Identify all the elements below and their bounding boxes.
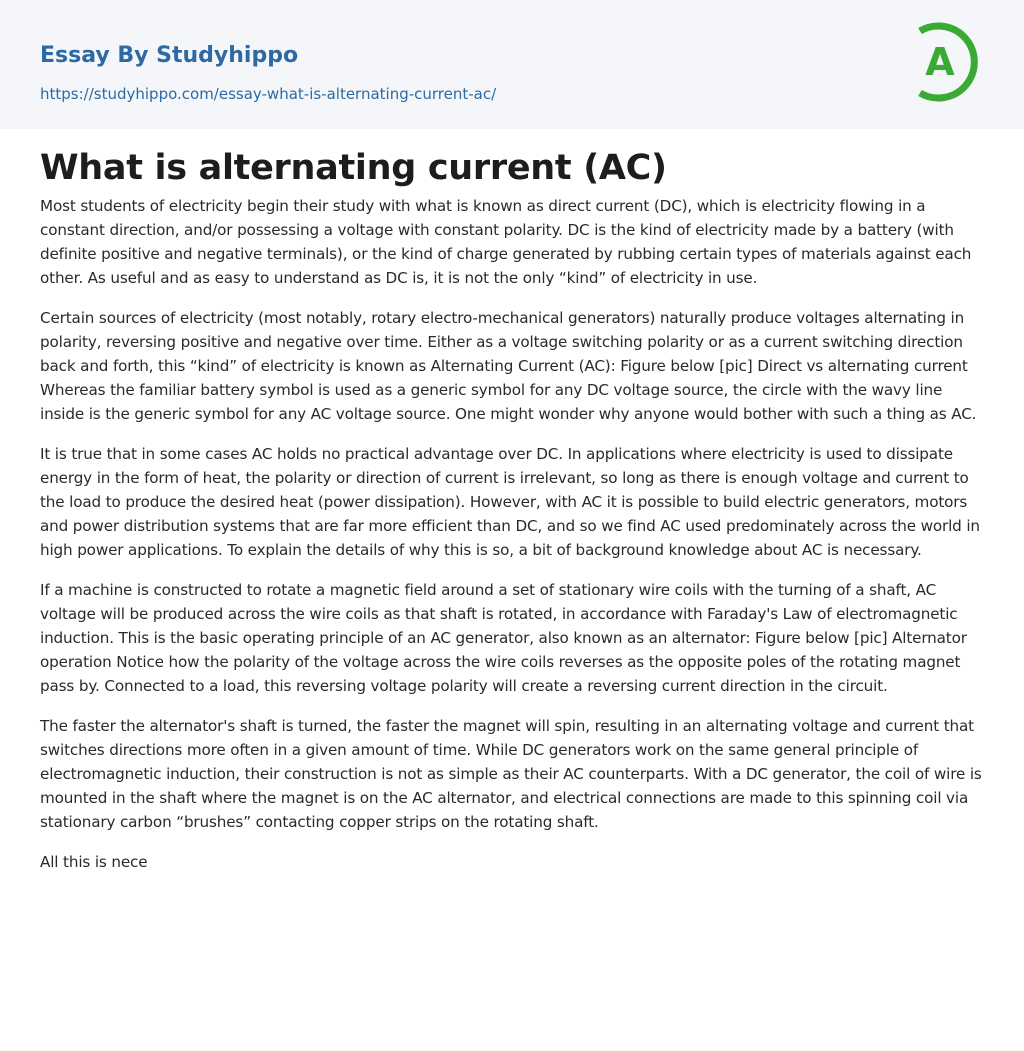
essay-body [40, 194, 986, 890]
site-title[interactable]: Essay By Studyhippo [40, 43, 299, 68]
site-header [0, 0, 1024, 129]
essay-paragraph: If a machine is constructed to rotate a magnetic field around a set of stationary wire coils with the turning of a shaft, AC voltage will be produced across the wire coils as that shaft is rotated, in accordance with Faraday's Law of electromagnetic induction. This is the basic operating principle of an AC generator, also known as an alternator: Figure below [pic] Alternator operation Notice how the polarity of the voltage across the wire coils reverses as the opposite poles of the rotating magnet pass by. Connected to a load, this reversing voltage polarity will create a reversing current direction in the circuit. [40, 581, 967, 695]
essay-paragraph: Certain sources of electricity (most notably, rotary electro-mechanical generators) naturally produce voltages alternating in polarity, reversing positive and negative over time. Either as a voltage switching polarity or as a current switching direction back and forth, this “kind” of electricity is known as Alternating Current (AC): Figure below [pic] Direct vs alternating current Whereas the familiar battery symbol is used as a generic symbol for any DC voltage source, the circle with the wavy line inside is the generic symbol for any AC voltage source. One might wonder why anyone would bother with such a thing as AC. [40, 309, 977, 423]
page-title: What is alternating current (AC) [40, 148, 667, 188]
essay-paragraph: Most students of electricity begin their study with what is known as direct current (DC), which is electricity flowing in a constant direction, and/or possessing a voltage with constant polarity. DC is the kind of electricity made by a battery (with definite positive and negative terminals), or the kind of charge generated by rubbing certain types of materials against each other. As useful and as easy to understand as DC is, it is not the only “kind” of electricity in use. [40, 197, 972, 287]
essay-paragraph: The faster the alternator's shaft is turned, the faster the magnet will spin, resulting in an alternating voltage and current that switches directions more often in a given amount of time. While DC generators work on the same general principle of electromagnetic induction, their construction is not as simple as their AC counterparts. With a DC generator, the coil of wire is mounted in the shaft where the magnet is on the AC alternator, and electrical connections are made to this spinning coil via stationary carbon “brushes” contacting copper strips on the rotating shaft. [40, 717, 982, 831]
essay-paragraph-truncated: All this is nece [40, 853, 148, 871]
title-container [40, 146, 667, 190]
logo-letter: A [925, 40, 955, 84]
essay-url-link[interactable]: https://studyhippo.com/essay-what-is-alternating-current-ac/ [40, 85, 497, 103]
essay-paragraph: It is true that in some cases AC holds no practical advantage over DC. In applications where electricity is used to dissipate energy in the form of heat, the polarity or direction of current is irrelevant, so long as there is enough voltage and current to the load to produce the desired heat (power dissipation). However, with AC it is possible to build electric generators, motors and power distribution systems that are far more efficient than DC, and so we find AC used predominately across the world in high power applications. To explain the details of why this is so, a bit of background knowledge about AC is necessary. [40, 445, 980, 559]
studyhippo-logo-icon[interactable] [912, 19, 986, 105]
